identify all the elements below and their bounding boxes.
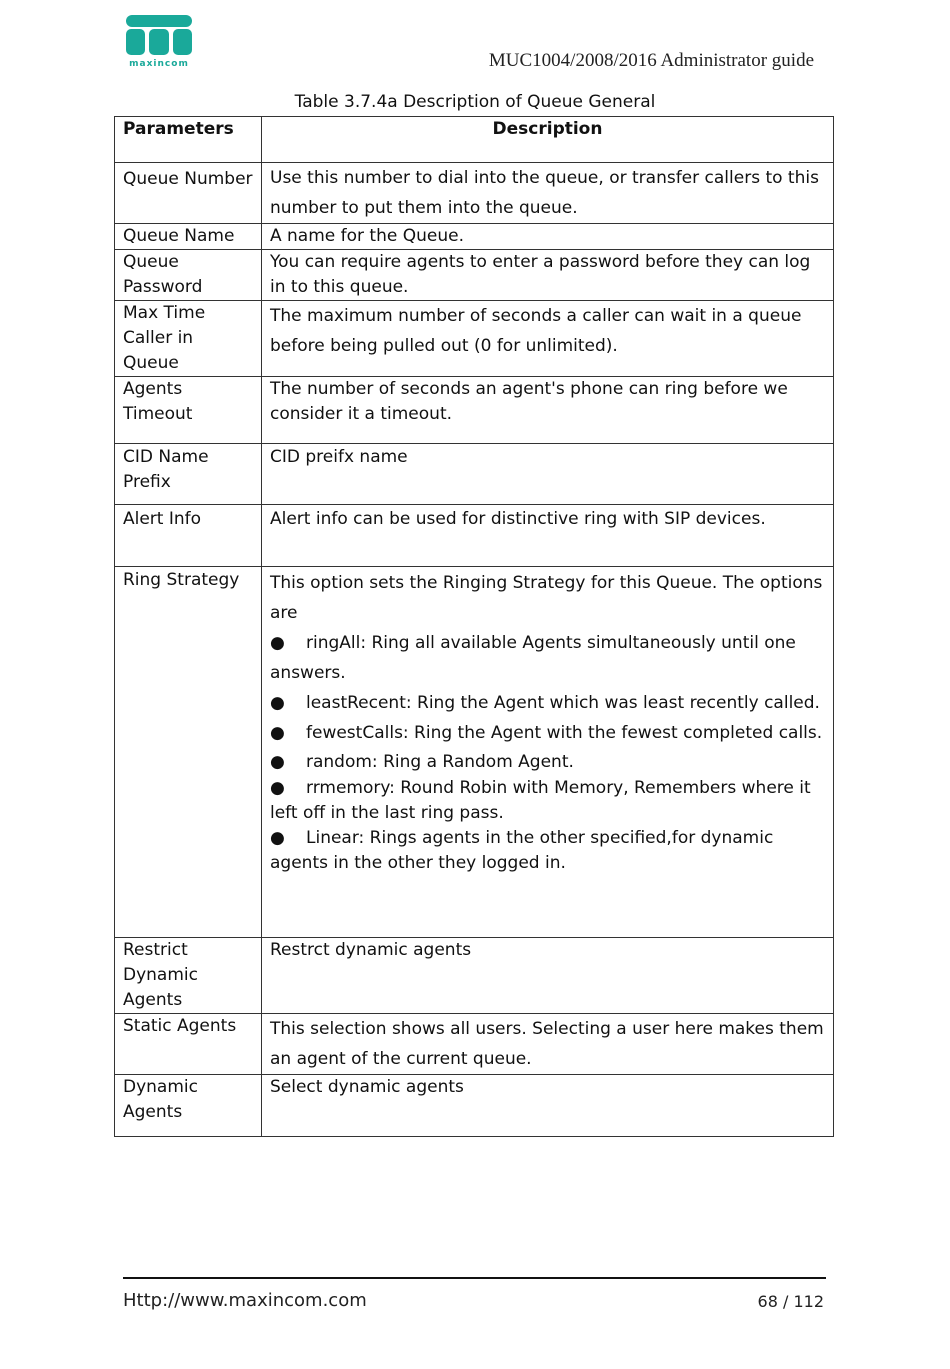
param-cell: Alert Info [115, 505, 262, 567]
table-row [115, 1075, 834, 1137]
page-number: 68 / 112 [757, 1292, 824, 1311]
table-row [115, 377, 834, 444]
desc-cell: CID preifx name [262, 444, 834, 505]
bullet-text: ringAll: Ring all available Agents simultaneously until one answers. [270, 633, 796, 683]
table-row [115, 1014, 834, 1075]
bullet-text: leastRecent: Ring the Agent which was least recently called. [306, 693, 820, 713]
desc-cell [262, 567, 834, 938]
bullet-item [270, 688, 825, 718]
bullet-item [270, 776, 825, 826]
bullet-text: rrmemory: Round Robin with Memory, Remembers where it left off in the last ring pass. [270, 778, 811, 823]
footer-divider [123, 1277, 826, 1279]
bullet-text: fewestCalls: Ring the Agent with the fewest completed calls. [306, 723, 823, 743]
header-description: Description [262, 117, 834, 163]
param-cell: Ring Strategy [115, 567, 262, 938]
bullet-text: Linear: Rings agents in the other specified,for dynamic agents in the other they logged in. [270, 828, 774, 873]
bullet-dot-icon: ● [270, 633, 285, 653]
footer-url[interactable]: Http://www.maxincom.com [123, 1290, 367, 1311]
param-cell: Static Agents [115, 1014, 262, 1075]
desc-cell: Restrct dynamic agents [262, 938, 834, 1014]
bullet-text: random: Ring a Random Agent. [306, 752, 574, 772]
desc-cell: Select dynamic agents [262, 1075, 834, 1137]
table-row [115, 301, 834, 377]
bullet-item [270, 718, 825, 748]
bullet-dot-icon: ● [270, 693, 285, 713]
desc-cell: Alert info can be used for distinctive ring with SIP devices. [262, 505, 834, 567]
table-header-row [115, 117, 834, 163]
table-row [115, 163, 834, 224]
bullet-item [270, 826, 825, 876]
table-row [115, 505, 834, 567]
desc-cell: The maximum number of seconds a caller can wait in a queue before being pulled out (0 for unlimited). [262, 301, 834, 377]
document-title: MUC1004/2008/2016 Administrator guide [488, 50, 814, 71]
table-row [115, 938, 834, 1014]
param-cell: Queue Name [115, 224, 262, 250]
bullet-dot-icon: ● [270, 723, 285, 743]
param-cell: CID Name Prefix [115, 444, 262, 505]
param-cell: Restrict Dynamic Agents [115, 938, 262, 1014]
table-row [115, 250, 834, 301]
header-parameters: Parameters [115, 117, 262, 163]
bullet-item [270, 748, 825, 776]
queue-general-table [114, 116, 834, 1137]
desc-cell: The number of seconds an agent's phone can ring before we consider it a timeout. [262, 377, 834, 444]
param-cell: Agents Timeout [115, 377, 262, 444]
bullet-dot-icon: ● [270, 778, 285, 798]
ring-strategy-intro: This option sets the Ringing Strategy for this Queue. The options are [270, 573, 823, 623]
table-row [115, 224, 834, 250]
maxincom-logo [122, 12, 196, 70]
param-cell: Dynamic Agents [115, 1075, 262, 1137]
table-row [115, 444, 834, 505]
bullet-dot-icon: ● [270, 828, 285, 848]
desc-cell: You can require agents to enter a password before they can log in to this queue. [262, 250, 834, 301]
table-caption: Table 3.7.4a Description of Queue General [294, 92, 656, 112]
bullet-dot-icon: ● [270, 752, 285, 772]
param-cell: Queue Password [115, 250, 262, 301]
desc-cell: Use this number to dial into the queue, or transfer callers to this number to put them into the queue. [262, 163, 834, 224]
logo-mark-icon [122, 12, 196, 58]
desc-cell: A name for the Queue. [262, 224, 834, 250]
bullet-item [270, 628, 825, 688]
param-cell: Max Time Caller in Queue [115, 301, 262, 377]
desc-cell: This selection shows all users. Selecting a user here makes them an agent of the current queue. [262, 1014, 834, 1075]
param-cell: Queue Number [115, 163, 262, 224]
table-row [115, 567, 834, 938]
brand-name: maxincom [129, 59, 189, 69]
